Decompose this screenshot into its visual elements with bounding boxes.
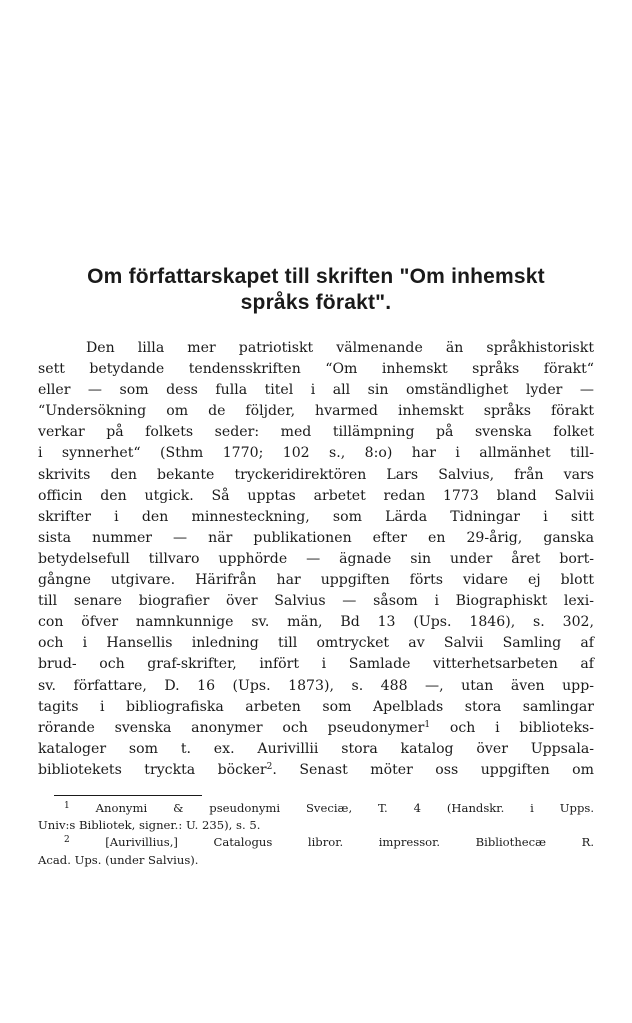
body-line: sista nummer — när publikationen efter en 29-årig, ganska [38, 529, 594, 546]
body-line-part: bibliotekets tryckta böcker [38, 761, 267, 778]
title-line-2: språks förakt". [240, 291, 392, 314]
body-line: gångne utgivare. Härifrån har uppgiften förts vidare ej blott [38, 572, 594, 589]
body-text [38, 338, 594, 781]
footnote-divider [54, 795, 202, 796]
body-line: verkar på folkets seder: med tillämpning på svenska folket [38, 424, 594, 441]
footnote-text: Anonymi & pseudonymi Sveciæ, T. 4 (Handskr. i Upps. [95, 801, 594, 815]
body-line-with-footnote: bibliotekets tryckta böcker$^2$. Senast möter oss uppgiften om [38, 761, 594, 778]
footnote-line [38, 834, 594, 851]
body-line: kataloger som t. ex. Aurivillii stora katalog över Uppsala- [38, 740, 594, 757]
footnote-line [38, 800, 594, 817]
body-line-part: och i biblioteks- [449, 719, 594, 736]
body-line: eller — som dess fulla titel i all sin omständlighet lyder — [38, 382, 594, 399]
footnote-marker: 2 [266, 761, 273, 772]
body-line: i synnerhet“ (Sthm 1770; 102 s., 8:o) har i allmänhet till- [38, 445, 594, 462]
footnote-marker: 1 [424, 719, 431, 730]
body-line: betydelsefull tillvaro upphörde — ägnade sin under året bort- [38, 550, 594, 567]
body-line: tagits i bibliografiska arbeten som Apelblads stora samlingar [38, 698, 594, 715]
body-line: och i Hansellis inledning till omtrycket av Salvii Samling af [38, 635, 594, 652]
body-line: sv. författare, D. 16 (Ups. 1873), s. 488 —, utan även upp- [38, 677, 594, 694]
footnote-line: Acad. Ups. (under Salvius). [38, 852, 199, 867]
title-line-1: Om författarskapet till skriften "Om inhemskt [87, 265, 545, 288]
footnote-number: 2 [64, 835, 70, 846]
body-line: till senare biografier över Salvius — såsom i Biographiskt lexi- [38, 593, 594, 610]
body-line-part: rörande svenska anonymer och pseudonymer [38, 719, 425, 736]
footnotes [38, 800, 594, 869]
body-line: con öfver namnkunnige sv. män, Bd 13 (Ups. 1846), s. 302, [38, 614, 594, 631]
body-line-with-footnote [38, 718, 594, 739]
body-line: skrivits den bekante tryckeridirektören Lars Salvius, från vars [38, 466, 594, 483]
footnote-text: [Aurivillius,] Catalogus libror. impressor. Bibliothecæ R. [105, 835, 595, 850]
footnote-number: 1 [64, 801, 70, 811]
body-line-part: Senast möter oss uppgiften om [299, 761, 594, 778]
body-line: sett betydande tendensskriften “Om inhemskt språks förakt“ [38, 361, 594, 378]
body-line: “Undersökning om de följder, hvarmed inhemskt språks förakt [38, 403, 594, 420]
body-line: Den lilla mer patriotiskt välmenande än språkhistoriskt [86, 340, 594, 356]
body-line: skrifter i den minnesteckning, som Lärda Tidningar i sitt [38, 508, 594, 525]
body-line: brud- och graf-skrifter, infört i Samlade vitterhetsarbeten af [38, 656, 594, 673]
footnote-line: Univ:s Bibliotek, signer.: U. 235), s. 5. [38, 818, 261, 833]
body-line: officin den utgick. Så upptas arbetet redan 1773 bland Salvii [38, 487, 594, 504]
page-title [38, 264, 594, 316]
